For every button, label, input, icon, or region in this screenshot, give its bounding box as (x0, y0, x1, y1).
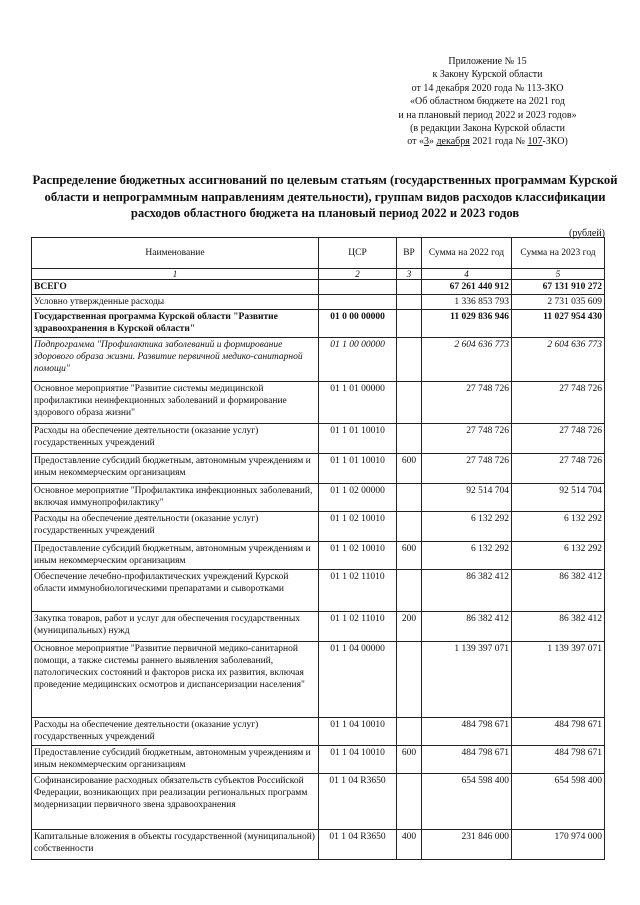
row-name: Софинансирование расходных обязательств субъектов Российской Федерации, возникающих при реализации региональных программ модернизации первичного звена здравоохранения (32, 774, 319, 830)
row-sum-2023: 2 731 035 609 (512, 295, 605, 310)
row-sum-2022: 231 846 000 (422, 830, 512, 860)
row-name: Государственная программа Курской области "Развитие здравоохранения в Курской области" (32, 310, 319, 338)
units-label: (рублей) (568, 228, 605, 239)
row-sum-2022: 1 139 397 071 (422, 642, 512, 718)
col-number: 4 (422, 269, 512, 280)
row-name: Предоставление субсидий бюджетным, автономным учреждениям и иным некоммерческим организациям (32, 454, 319, 484)
row-sum-2023: 67 131 910 272 (512, 280, 605, 295)
table-row (32, 746, 605, 774)
header-vr: ВР (397, 238, 422, 269)
appendix-line: от 14 декабря 2020 года № 113-ЗКО (411, 82, 564, 94)
appendix-line: и на плановый период 2022 и 2023 годов» (398, 109, 577, 121)
table-row (32, 454, 605, 484)
table-row (32, 570, 605, 612)
row-vr: 600 (397, 542, 422, 570)
row-sum-2022: 27 748 726 (422, 424, 512, 454)
row-sum-2023: 6 132 292 (512, 512, 605, 542)
document-title: Распределение бюджетных ассигнований по целевым статьям (государственных программам Курской области и непрограммным направлениям деятельности), группам видов расходов классификации расходов областного бюджета на плановый период 2022 и 2023 годов (32, 173, 618, 220)
row-sum-2022: 2 604 636 773 (422, 338, 512, 382)
row-sum-2023: 2 604 636 773 (512, 338, 605, 382)
row-sum-2022: 484 798 671 (422, 746, 512, 774)
header-sum-2023: Сумма на 2023 год (512, 238, 605, 269)
table-row (32, 512, 605, 542)
row-sum-2022: 11 029 836 946 (422, 310, 512, 338)
date-day: 3 (423, 136, 429, 148)
row-name: Основное мероприятие "Развитие системы медицинской профилактики неинфекционных заболеваний и формирование здорового образа жизни" (32, 382, 319, 424)
row-vr: 600 (397, 454, 422, 484)
row-vr: 400 (397, 830, 422, 860)
table-row (32, 642, 605, 718)
row-vr (397, 295, 422, 310)
row-sum-2023: 86 382 412 (512, 612, 605, 642)
appendix-line-date (360, 135, 615, 148)
row-sum-2022: 92 514 704 (422, 484, 512, 512)
row-sum-2023: 484 798 671 (512, 718, 605, 746)
row-sum-2023: 86 382 412 (512, 570, 605, 612)
appendix-block (360, 55, 615, 149)
row-vr: 600 (397, 746, 422, 774)
row-csr: 01 1 02 00000 (319, 484, 397, 512)
row-csr (319, 295, 397, 310)
table-row (32, 310, 605, 338)
row-sum-2023: 27 748 726 (512, 454, 605, 484)
row-csr: 01 1 02 11010 (319, 612, 397, 642)
table-row (32, 280, 605, 295)
row-vr (397, 484, 422, 512)
appendix-line: Приложение № 15 (448, 56, 527, 67)
row-name: Предоставление субсидий бюджетным, автономным учреждениям и иным некоммерческим организациям (32, 542, 319, 570)
row-vr (397, 774, 422, 830)
col-number: 3 (397, 269, 422, 280)
row-csr: 01 1 02 10010 (319, 542, 397, 570)
row-sum-2023: 1 139 397 071 (512, 642, 605, 718)
row-vr (397, 570, 422, 612)
appendix-line: (в редакции Закона Курской области (410, 123, 565, 135)
date-suffix: -ЗКО) (542, 136, 568, 148)
row-sum-2022: 86 382 412 (422, 612, 512, 642)
row-sum-2023: 6 132 292 (512, 542, 605, 570)
table-row (32, 542, 605, 570)
budget-table (31, 237, 605, 860)
row-csr: 01 1 02 10010 (319, 512, 397, 542)
row-csr: 01 1 04 10010 (319, 746, 397, 774)
header-row (32, 238, 605, 269)
row-vr (397, 310, 422, 338)
row-csr: 01 1 01 10010 (319, 454, 397, 484)
row-csr: 01 0 00 00000 (319, 310, 397, 338)
date-prefix: от « (407, 136, 424, 148)
row-vr (397, 512, 422, 542)
row-sum-2023: 27 748 726 (512, 382, 605, 424)
row-name: ВСЕГО (32, 280, 319, 295)
row-name: Условно утвержденные расходы (32, 295, 319, 310)
row-name: Расходы на обеспечение деятельности (оказание услуг) государственных учреждений (32, 424, 319, 454)
date-mid: » (428, 136, 437, 148)
header-name: Наименование (32, 238, 319, 269)
row-sum-2022: 27 748 726 (422, 454, 512, 484)
col-number: 1 (32, 269, 319, 280)
table-row (32, 484, 605, 512)
row-sum-2022: 1 336 853 793 (422, 295, 512, 310)
date-year: 2021 года № (469, 136, 528, 148)
row-vr (397, 280, 422, 295)
row-vr (397, 424, 422, 454)
row-sum-2023: 92 514 704 (512, 484, 605, 512)
row-csr (319, 280, 397, 295)
row-sum-2022: 484 798 671 (422, 718, 512, 746)
column-number-row (32, 269, 605, 280)
law-number: 107 (527, 136, 543, 148)
row-sum-2023: 170 974 000 (512, 830, 605, 860)
row-sum-2022: 6 132 292 (422, 542, 512, 570)
row-name: Расходы на обеспечение деятельности (оказание услуг) государственных учреждений (32, 718, 319, 746)
row-csr: 01 1 01 10010 (319, 424, 397, 454)
row-csr: 01 1 04 10010 (319, 718, 397, 746)
header-csr: ЦСР (319, 238, 397, 269)
row-csr: 01 1 04 R3650 (319, 774, 397, 830)
col-number: 2 (319, 269, 397, 280)
appendix-line: к Закону Курской области (432, 69, 543, 81)
table-row (32, 612, 605, 642)
table-row (32, 338, 605, 382)
table-row (32, 718, 605, 746)
row-name: Основное мероприятие "Развитие первичной медико-санитарной помощи, а также системы раннего выявления заболеваний, патологических состояний и факторов риска их развития, включая проведение медицинских осмотров и диспансеризации населения" (32, 642, 319, 718)
row-name: Обеспечение лечебно-профилактических учреждений Курской области иммунобиологическими препаратами и сыворотками (32, 570, 319, 612)
table-row (32, 382, 605, 424)
row-csr: 01 1 04 00000 (319, 642, 397, 718)
table-row (32, 774, 605, 830)
row-sum-2022: 67 261 440 912 (422, 280, 512, 295)
row-name: Закупка товаров, работ и услуг для обеспечения государственных (муниципальных) нужд (32, 612, 319, 642)
row-sum-2022: 6 132 292 (422, 512, 512, 542)
row-sum-2023: 484 798 671 (512, 746, 605, 774)
row-sum-2022: 654 598 400 (422, 774, 512, 830)
row-sum-2023: 27 748 726 (512, 424, 605, 454)
table-row (32, 424, 605, 454)
row-csr: 01 1 01 00000 (319, 382, 397, 424)
row-name: Капитальные вложения в объекты государственной (муниципальной) собственности (32, 830, 319, 860)
row-name: Подпрограмма "Профилактика заболеваний и формирование здорового образа жизни. Развитие первичной медико-санитарной помощи" (32, 338, 319, 382)
row-csr: 01 1 00 00000 (319, 338, 397, 382)
row-sum-2022: 27 748 726 (422, 382, 512, 424)
row-vr: 200 (397, 612, 422, 642)
row-vr (397, 718, 422, 746)
row-sum-2023: 11 027 954 430 (512, 310, 605, 338)
row-name: Основное мероприятие "Профилактика инфекционных заболеваний, включая иммунопрофилактику" (32, 484, 319, 512)
table-row (32, 830, 605, 860)
row-vr (397, 382, 422, 424)
row-name: Расходы на обеспечение деятельности (оказание услуг) государственных учреждений (32, 512, 319, 542)
budget-table-body (32, 238, 605, 860)
date-month: декабря (436, 136, 470, 148)
row-sum-2023: 654 598 400 (512, 774, 605, 830)
row-sum-2022: 86 382 412 (422, 570, 512, 612)
row-csr: 01 1 04 R3650 (319, 830, 397, 860)
row-vr (397, 338, 422, 382)
table-row (32, 295, 605, 310)
col-number: 5 (512, 269, 605, 280)
row-vr (397, 642, 422, 718)
row-csr: 01 1 02 11010 (319, 570, 397, 612)
header-sum-2022: Сумма на 2022 год (422, 238, 512, 269)
row-name: Предоставление субсидий бюджетным, автономным учреждениям и иным некоммерческим организациям (32, 746, 319, 774)
appendix-line: «Об областном бюджете на 2021 год (410, 96, 565, 108)
